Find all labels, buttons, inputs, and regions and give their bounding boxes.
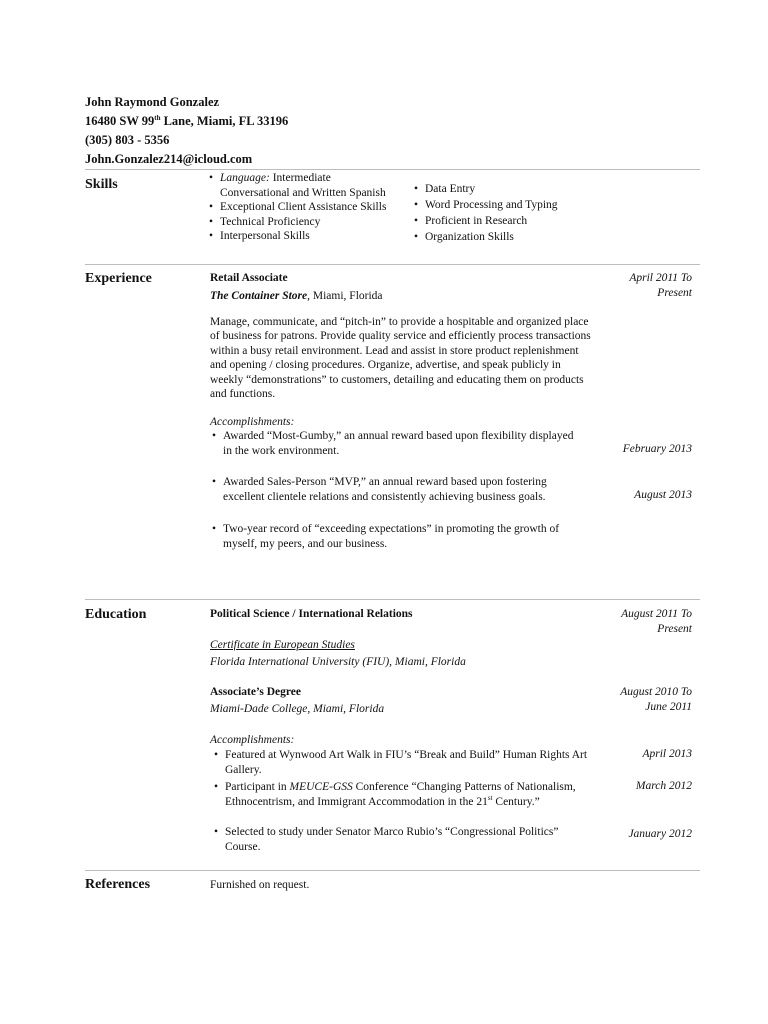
divider xyxy=(85,870,700,871)
degree-title: Associate’s Degree xyxy=(210,686,302,698)
list-item: • Proficient in Research xyxy=(414,215,528,227)
job-description: Manage, communicate, and “pitch-in” to provide a hospitable and organized place of business for patrons. Provide quality service and efficiently process transactions within a busy retail environment. Lead and assist in store product replenishment and opening / closing procedures. Organize, advertise, and speak publicly in weekly “demonstrations” to customers, detailing and educating them on products and functions. xyxy=(210,316,591,401)
experience-heading: Experience xyxy=(85,271,152,286)
skills-col1 xyxy=(207,171,403,244)
experience-accomplishments xyxy=(210,475,582,504)
employer: The Container Store, Miami, Florida xyxy=(210,290,383,302)
school-name: Miami-Dade College, Miami, Florida xyxy=(210,703,385,715)
phone-line: (305) 803 - 5356 xyxy=(85,133,170,147)
degree-title: Political Science / International Relations xyxy=(210,608,413,620)
accomplishments-label: Accomplishments: xyxy=(210,734,295,746)
list-item: • Data Entry xyxy=(414,183,476,195)
education-heading: Education xyxy=(85,607,147,622)
accomplishment-date: February 2013 xyxy=(622,443,692,455)
certificate: Certificate in European Studies xyxy=(210,639,355,651)
list-item: • Participant in MEUCE-GSS Conference “Changing Patterns of Nationalism, Ethnocentrism, and Immigrant Accommodation in the 21st Century.” xyxy=(214,781,576,808)
list-item: • Two-year record of “exceeding expectations” in promoting the growth of myself, my peers, and our business. xyxy=(212,523,560,550)
degree-dates: August 2011 To Present xyxy=(621,608,692,635)
accomplishment-date: April 2013 xyxy=(642,748,692,760)
references-heading: References xyxy=(85,877,151,892)
list-item: • Organization Skills xyxy=(414,231,514,243)
list-item: • Technical Proficiency xyxy=(209,215,321,228)
divider xyxy=(85,599,700,600)
skills-col2 xyxy=(412,181,592,245)
divider xyxy=(85,169,700,170)
experience-accomplishments xyxy=(210,429,582,458)
list-item: • Language: Intermediate Conversational and Written Spanish xyxy=(209,172,386,199)
school-name: Florida International University (FIU), Miami, Florida xyxy=(210,656,466,668)
email-line: John.Gonzalez214@icloud.com xyxy=(85,152,253,166)
divider xyxy=(85,264,700,265)
list-item: • Interpersonal Skills xyxy=(209,230,310,242)
job-dates: April 2011 To Present xyxy=(629,272,692,299)
accomplishment-date: August 2013 xyxy=(634,489,692,501)
references-text: Furnished on request. xyxy=(210,879,310,891)
list-item: • Awarded Sales-Person “MVP,” an annual reward based upon fostering excellent clientele relations and consistently achieving business goals. xyxy=(212,476,547,503)
education-accomplishments xyxy=(212,825,592,854)
resume-name: John Raymond Gonzalez xyxy=(85,95,220,109)
list-item: • Featured at Wynwood Art Walk in FIU’s “Break and Build” Human Rights Art Gallery. xyxy=(214,749,588,776)
list-item: • Word Processing and Typing xyxy=(414,199,558,211)
job-title: Retail Associate xyxy=(210,272,288,284)
accomplishments-label: Accomplishments: xyxy=(210,416,295,428)
degree-dates: August 2010 To June 2011 xyxy=(620,686,692,713)
list-item: • Awarded “Most-Gumby,” an annual reward based upon flexibility displayed in the work environment. xyxy=(212,430,574,457)
accomplishment-date: March 2012 xyxy=(635,780,692,792)
list-item: • Selected to study under Senator Marco Rubio’s “Congressional Politics” Course. xyxy=(214,826,559,853)
accomplishment-date: January 2012 xyxy=(628,828,692,840)
address-line: 16480 SW 99th Lane, Miami, FL 33196 xyxy=(85,113,289,128)
experience-accomplishments xyxy=(210,522,595,551)
skills-heading: Skills xyxy=(85,177,118,192)
education-accomplishments xyxy=(212,748,592,777)
education-accomplishments xyxy=(212,780,592,809)
list-item: • Exceptional Client Assistance Skills xyxy=(209,201,387,213)
